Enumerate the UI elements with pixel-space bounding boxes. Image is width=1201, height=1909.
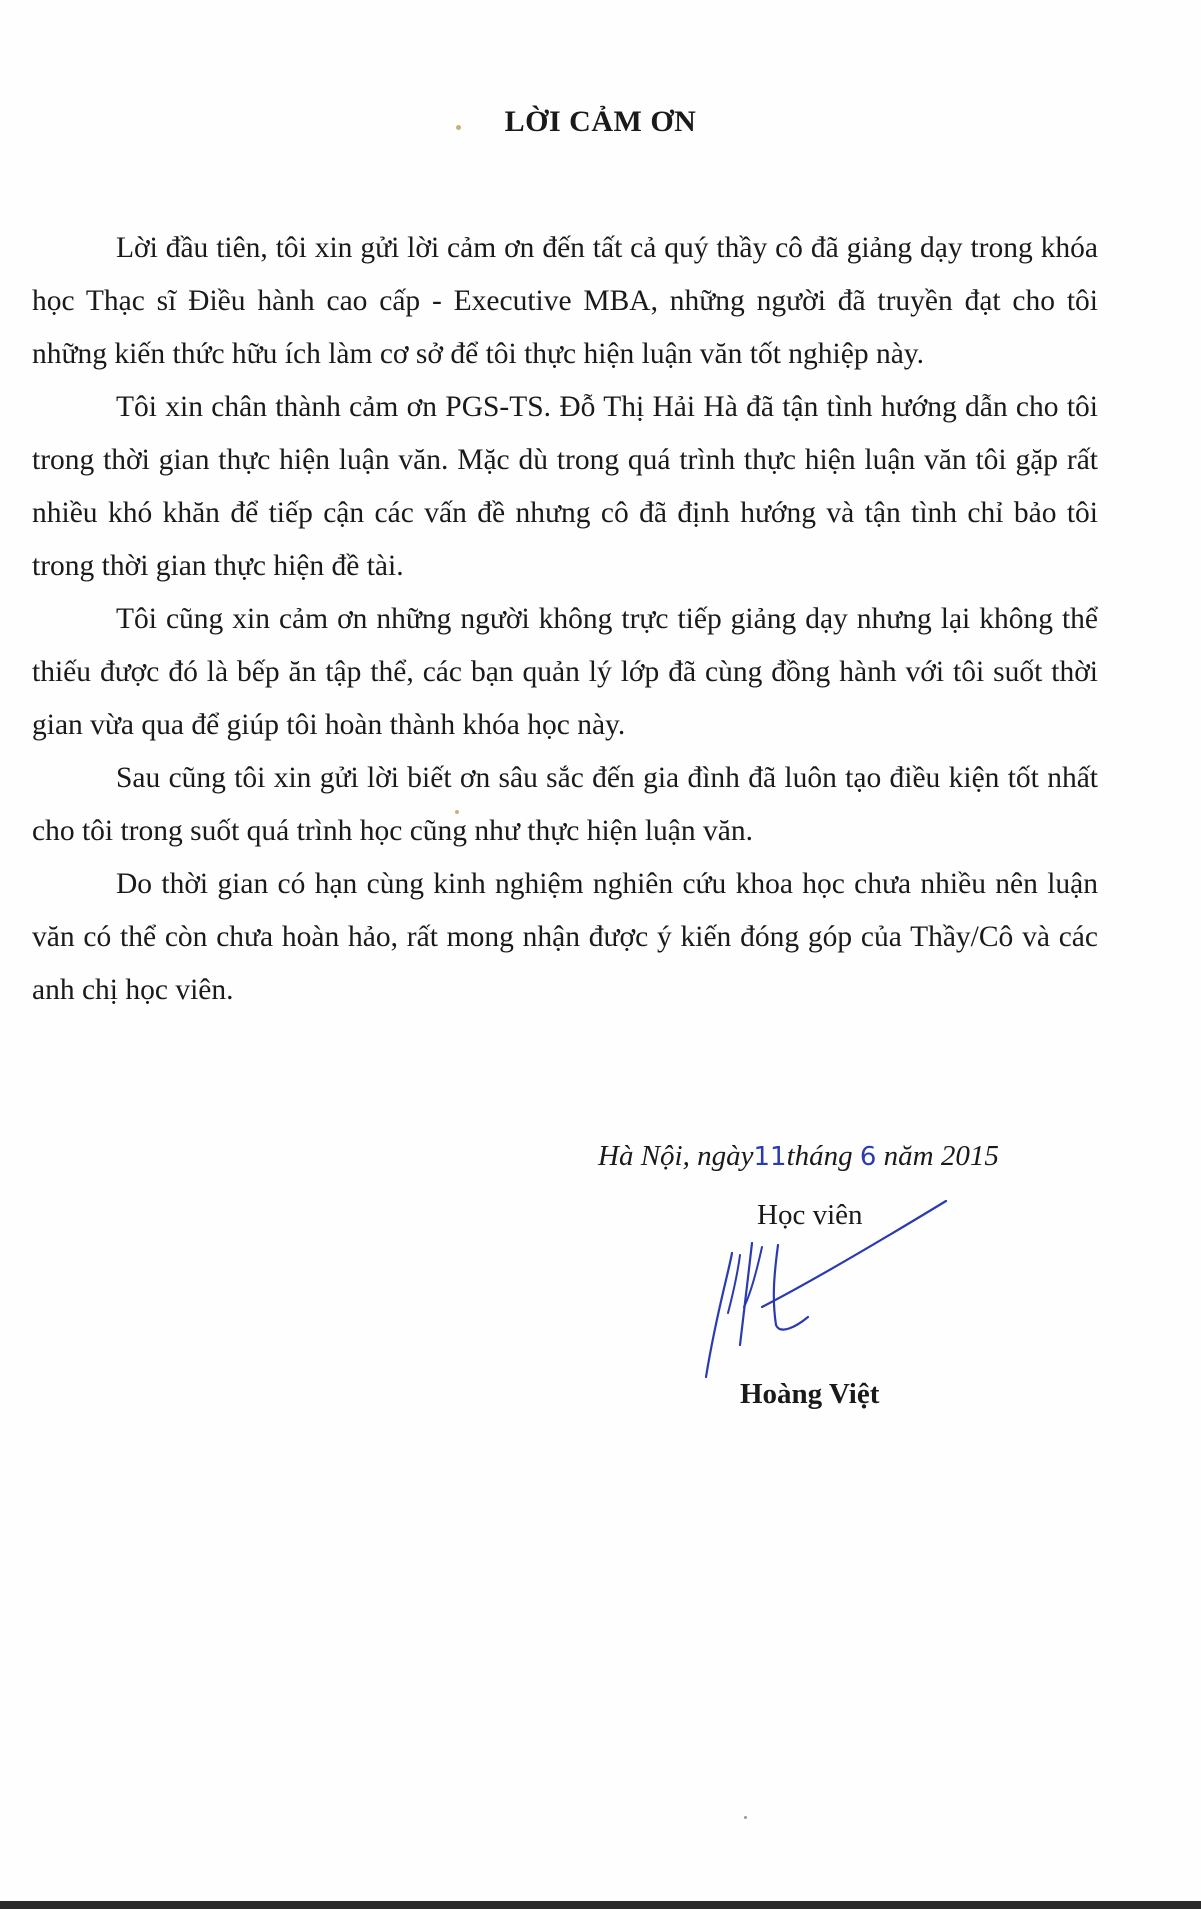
scan-speck — [455, 810, 459, 814]
handwritten-month: 6 — [859, 1142, 877, 1172]
paragraph-2: Tôi xin chân thành cảm ơn PGS-TS. Đỗ Thị Hải Hà đã tận tình hướng dẫn cho tôi trong thời gian thực hiện luận văn. Mặc dù trong quá trình thực hiện luận văn tôi gặp rất nhiều khó khăn để tiếp cận các vấn đề nhưng cô đã định hướng và tận tình chỉ bảo tôi trong thời gian thực hiện đề tài. — [32, 391, 1098, 582]
paragraph-1: Lời đầu tiên, tôi xin gửi lời cảm ơn đến tất cả quý thầy cô đã giảng dạy trong khóa học Thạc sĩ Điều hành cao cấp - Executive MBA, những người đã truyền đạt cho tôi những kiến thức hữu ích làm cơ sở để tôi thực hiện luận văn tốt nghiệp này. — [32, 232, 1098, 370]
signer-role: Học viên — [757, 1199, 863, 1231]
paragraph-5: Do thời gian có hạn cùng kinh nghiệm nghiên cứu khoa học chưa nhiều nên luận văn có thể còn chưa hoàn hảo, rất mong nhận được ý kiến đóng góp của Thầy/Cô và các anh chị học viên. — [32, 868, 1098, 1006]
body-text — [32, 222, 1098, 1017]
handwritten-signature — [700, 1195, 960, 1385]
page-title: LỜI CẢM ƠN — [504, 105, 697, 138]
scan-speck — [744, 1816, 747, 1819]
handwritten-day: 11 — [753, 1142, 787, 1172]
paragraph-3: Tôi cũng xin cảm ơn những người không trực tiếp giảng dạy nhưng lại không thể thiếu được đó là bếp ăn tập thể, các bạn quản lý lớp đã cùng đồng hành với tôi suốt thời gian vừa qua để giúp tôi hoàn thành khóa học này. — [32, 603, 1098, 741]
place-date-prefix: Hà Nội, ngày — [598, 1140, 754, 1172]
year-label: năm 2015 — [883, 1140, 999, 1172]
scan-speck — [456, 125, 461, 130]
place-date-line — [598, 1140, 999, 1173]
month-label: tháng — [786, 1140, 853, 1172]
scan-bottom-edge — [0, 1901, 1201, 1909]
signer-name: Hoàng Việt — [740, 1378, 880, 1410]
paragraph-4: Sau cũng tôi xin gửi lời biết ơn sâu sắc đến gia đình đã luôn tạo điều kiện tốt nhất cho tôi trong suốt quá trình học cũng như thực hiện luận văn. — [32, 762, 1098, 847]
